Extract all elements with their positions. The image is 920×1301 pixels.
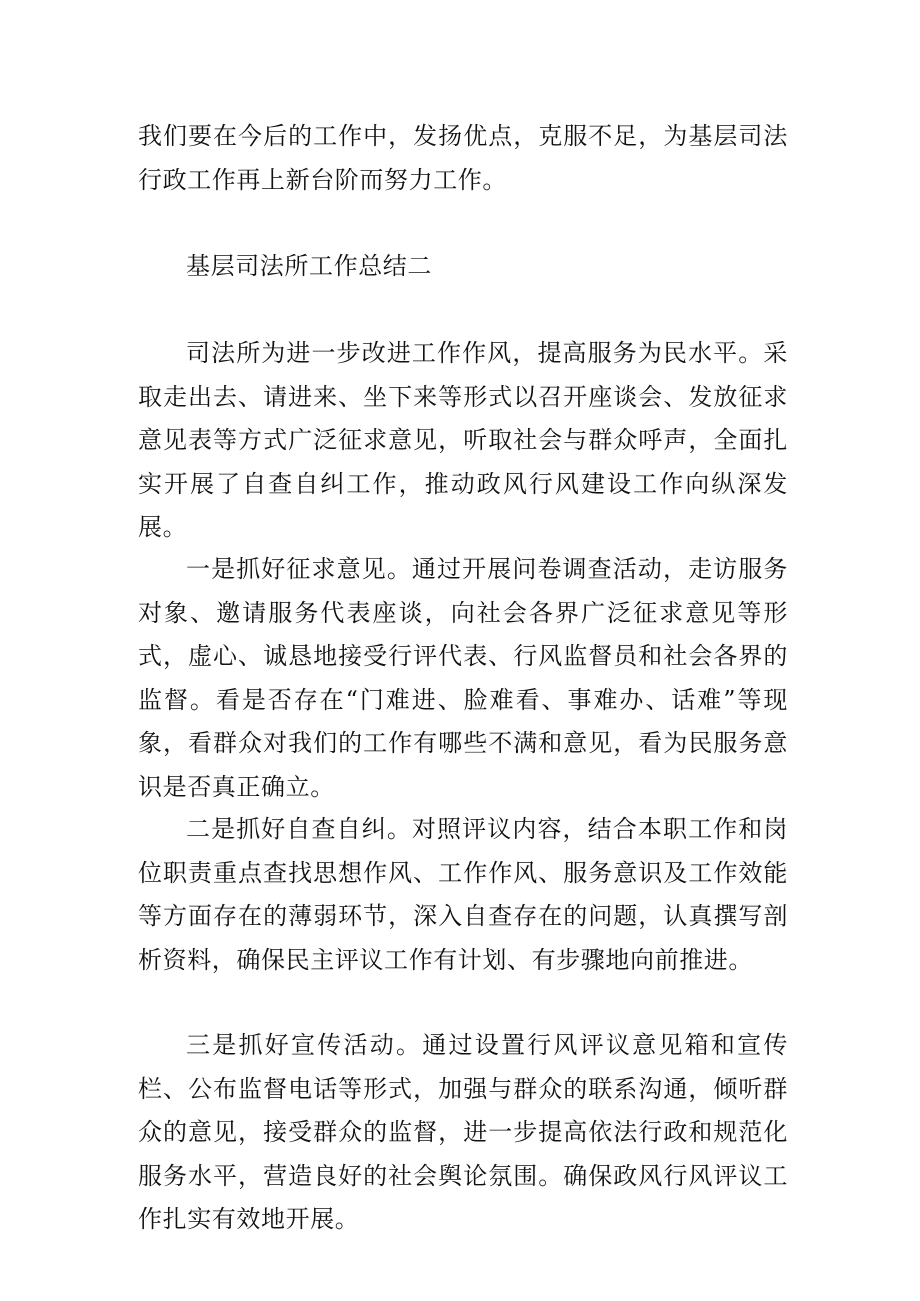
- paragraph-closing: 我们要在今后的工作中，发扬优点，克服不足，为基层司法行政工作再上新台阶而努力工作。: [138, 122, 788, 194]
- section-heading: 基层司法所工作总结二: [186, 252, 432, 280]
- paragraph-point-two: 二是抓好自查自纠。对照评议内容，结合本职工作和岗位职责重点查找思想作风、工作作风、服务意识及工作效能等方面存在的薄弱环节，深入自查存在的问题，认真撰写剖析资料，确保民主评议工作有计划、有步骤地向前推进。: [138, 815, 788, 974]
- paragraph-intro: 司法所为进一步改进工作作风，提高服务为民水平。采取走出去、请进来、坐下来等形式以召开座谈会、发放征求意见表等方式广泛征求意见，听取社会与群众呼声，全面扎实开展了自查自纠工作，推动政风行风建设工作向纵深发展。: [138, 339, 788, 541]
- paragraph-point-three: 三是抓好宣传活动。通过设置行风评议意见箱和宣传栏、公布监督电话等形式，加强与群众的联系沟通，倾听群众的意见，接受群众的监督，进一步提高依法行政和规范化服务水平，营造良好的社会舆论氛围。确保政风行风评议工作扎实有效地开展。: [138, 1031, 788, 1233]
- paragraph-point-one: 一是抓好征求意见。通过开展问卷调查活动，走访服务对象、邀请服务代表座谈，向社会各界广泛征求意见等形式，虚心、诚恳地接受行评代表、行风监督员和社会各界的监督。看是否存在“门难进、脸难看、事难办、话难”等现象，看群众对我们的工作有哪些不满和意见，看为民服务意识是否真正确立。: [138, 555, 788, 801]
